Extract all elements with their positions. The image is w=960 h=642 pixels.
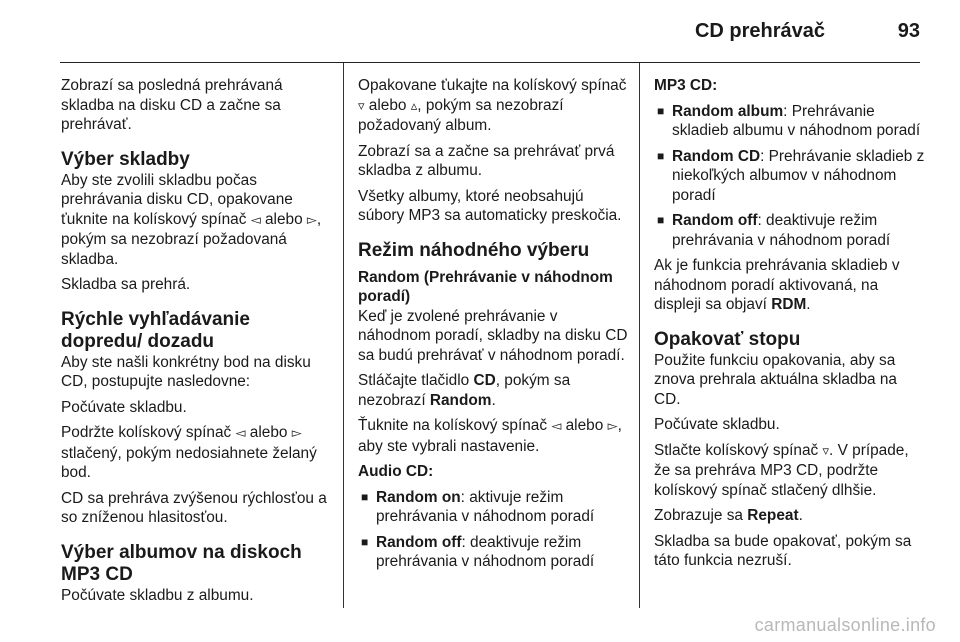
list-desc: : Prehrávanie skladieb albumu v náhodnom poradí	[672, 102, 921, 139]
column-2	[358, 76, 630, 578]
list-desc: : deaktivuje režim prehrávania v náhodnom poradí	[376, 533, 595, 570]
rocker-down-icon: ▿	[358, 98, 365, 114]
text: , pokým sa nezobrazí požadovaná skladba.	[61, 210, 322, 268]
rocker-right-icon: ▻	[306, 212, 317, 228]
text: , aby ste vybrali nastavenie.	[358, 417, 622, 455]
bullet-icon: ■	[361, 489, 369, 504]
repeat-label: Repeat	[747, 507, 799, 524]
page-number: 93	[897, 20, 920, 42]
page-header	[60, 0, 920, 63]
text: .	[798, 507, 803, 524]
intro-paragraph: Zobrazí sa posledná prehrávaná skladba na disku CD a začne sa prehrávať.	[61, 77, 283, 133]
section-heading-track-select: Výber skladby	[61, 148, 190, 170]
subheading-mp3-cd: MP3 CD:	[654, 77, 718, 94]
paragraph	[654, 506, 926, 526]
column-divider	[343, 63, 344, 608]
list-desc: : Prehrávanie skladieb z niekoľkých albumov v náhodnom poradí	[672, 147, 925, 204]
paragraph: CD sa prehráva zvýšenou rýchlosťou a so zníženou hlasitosťou.	[61, 489, 327, 526]
text: . V prípade, že sa prehráva MP3 CD, podržte kolískový spínač stlačený dlhšie.	[654, 441, 909, 499]
paragraph: Použite funkciu opakovania, aby sa znova prehrala aktuálna skladba na CD.	[654, 351, 897, 408]
rocker-up-icon: ▵	[410, 98, 418, 114]
text: alebo	[561, 417, 608, 434]
text: Zobrazuje sa	[654, 507, 748, 524]
paragraph: Zobrazí sa a začne sa prehrávať prvá skladba z albumu.	[358, 142, 615, 179]
paragraph: Keď je zvolené prehrávanie v náhodnom poradí, skladby na disku CD sa budú prehrávať v náhodnom poradí.	[358, 307, 628, 364]
list-term: Random CD	[672, 147, 761, 165]
paragraph	[358, 76, 630, 136]
text: , pokým sa nezobrazí	[358, 372, 571, 409]
paragraph	[358, 371, 630, 410]
text: , pokým sa nezobrazí požadovaný album.	[358, 96, 564, 134]
column-3	[654, 76, 926, 577]
paragraph	[654, 441, 926, 501]
paragraph: Aby ste našli konkrétny bod na disku CD, postupujte nasledovne:	[61, 353, 311, 390]
bullet-icon: ■	[657, 213, 665, 227]
bullet-icon: ■	[657, 148, 665, 163]
paragraph	[358, 416, 630, 456]
text: Stláčajte tlačidlo	[358, 372, 474, 389]
text: Ak je funkcia prehrávania skladieb v náhodnom poradí aktivovaná, na displeji sa objaví	[654, 257, 900, 313]
paragraph: Skladba sa bude opakovať, pokým sa táto funkcia nezruší.	[654, 532, 912, 569]
text: Podržte kolískový spínač	[61, 424, 236, 441]
paragraph: Počúvate skladbu.	[654, 416, 780, 433]
list-item	[654, 211, 926, 250]
page-title: CD prehrávač	[694, 20, 825, 42]
rocker-left-icon: ◅	[250, 212, 261, 228]
watermark: carmanualsonline.info	[754, 615, 936, 635]
bullet-icon: ■	[361, 534, 369, 549]
column-1	[61, 76, 329, 611]
text: Aby ste zvolili skladbu počas prehrávania disku CD, opakovane ťuknite na kolískový spínač	[61, 171, 293, 228]
section-heading-repeat: Opakovať stopu	[654, 328, 801, 350]
mp3-cd-list	[654, 102, 926, 251]
paragraph: Počúvate skladbu.	[61, 398, 187, 416]
rocker-left-icon: ◅	[235, 426, 246, 441]
column-divider	[639, 63, 640, 608]
list-desc: : deaktivuje režim prehrávania v náhodnom poradí	[672, 212, 891, 249]
list-term: Random on	[376, 488, 461, 506]
list-item	[654, 102, 926, 141]
list-term: Random off	[376, 533, 462, 551]
text: .	[491, 391, 496, 409]
rocker-left-icon: ◅	[551, 419, 562, 434]
bullet-icon: ■	[657, 103, 665, 118]
list-item	[358, 533, 630, 572]
cd-button-label: CD	[473, 372, 496, 389]
rdm-label: RDM	[771, 296, 807, 313]
audio-cd-list	[358, 488, 630, 572]
text: alebo	[364, 96, 411, 114]
rocker-right-icon: ▻	[291, 426, 302, 441]
rocker-down-icon: ▿	[822, 443, 830, 459]
list-item	[654, 147, 926, 206]
random-label: Random	[429, 391, 492, 409]
text: stlačený, pokým nedosiahnete želaný bod.	[61, 444, 317, 481]
text: Stlačte kolískový spínač	[654, 441, 823, 459]
subheading-audio-cd: Audio CD:	[358, 463, 434, 480]
list-desc: : aktivuje režim prehrávania v náhodnom poradí	[376, 488, 595, 525]
text: alebo	[245, 424, 292, 441]
paragraph: Počúvate skladbu z albumu.	[61, 586, 254, 604]
paragraph: Skladba sa prehrá.	[61, 276, 191, 293]
section-heading-fast-search: Rýchle vyhľadávanie dopredu/ dozadu	[61, 308, 250, 352]
rocker-right-icon: ▻	[607, 419, 618, 434]
paragraph	[654, 256, 926, 315]
list-item	[358, 488, 630, 527]
text: .	[806, 296, 811, 313]
list-term: Random album	[672, 102, 784, 120]
subheading-random: Random (Prehrávanie v náhodnom poradí)	[358, 268, 613, 305]
text: Opakovane ťukajte na kolískový spínač	[358, 77, 627, 94]
paragraph	[61, 423, 329, 483]
text: alebo	[260, 210, 307, 228]
section-heading-album-select: Výber albumov na diskoch MP3 CD	[61, 541, 302, 585]
text: Ťuknite na kolískový spínač	[358, 417, 552, 434]
list-term: Random off	[672, 212, 758, 229]
paragraph	[61, 171, 329, 270]
section-heading-random: Režim náhodného výberu	[358, 239, 590, 261]
paragraph: Všetky albumy, ktoré neobsahujú súbory MP3 sa automaticky preskočia.	[358, 187, 622, 224]
